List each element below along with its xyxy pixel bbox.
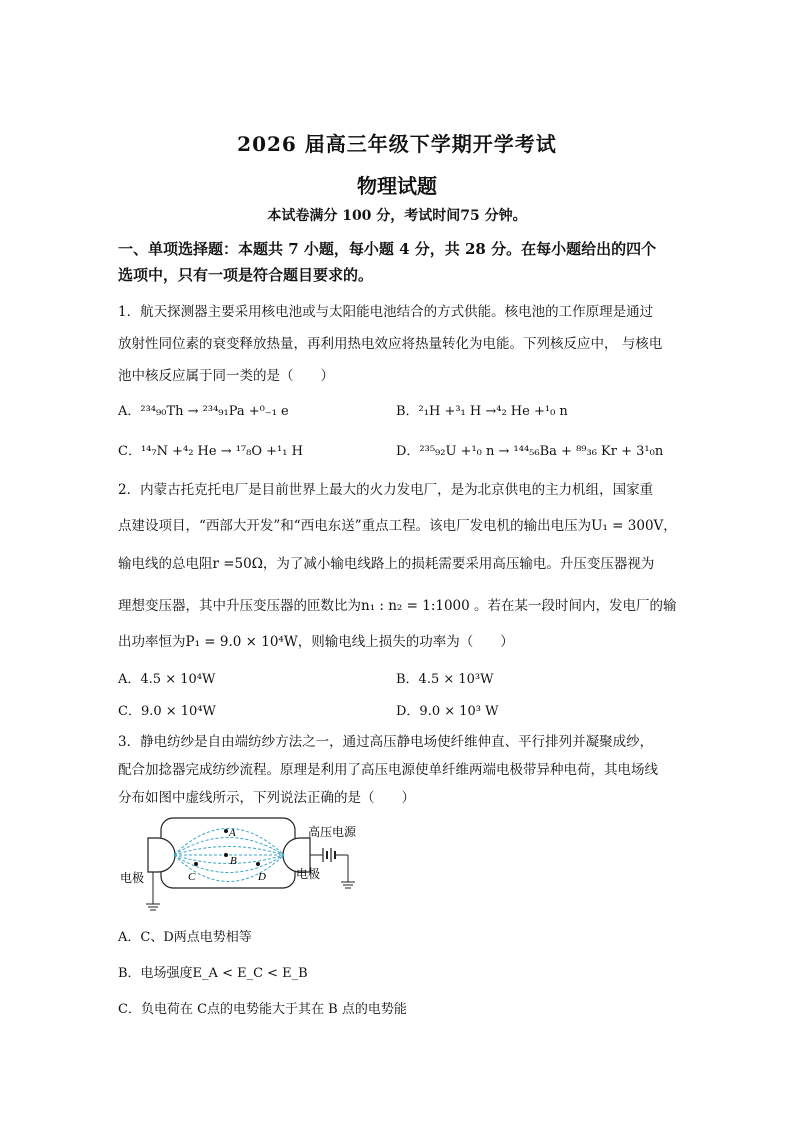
point-c-dot (194, 862, 198, 866)
q2-line-4: 理想变压器，其中升压变压器的匝数比为n₁ : n₂ = 1:1000 。若在某一段时间内，发电厂的输 (118, 598, 677, 614)
q1-option-b: B．²₁H +³₁ H →⁴₂ He +¹₀ n (396, 404, 568, 419)
left-electrode-label: 电极 (120, 871, 145, 885)
exam-title: 2026 届高三年级下学期开学考试 (237, 132, 557, 156)
q1-option-a: A．²³⁴₉₀Th → ²³⁴₉₁Pa +⁰₋₁ e (118, 404, 289, 419)
q1-option-d: D．²³⁵₉₂U +¹₀ n → ¹⁴⁴₅₆Ba + ⁸⁹₃₆ Kr + 3¹₀n (396, 444, 664, 459)
point-c-label: C (188, 871, 196, 883)
section-heading-line1: 一、单项选择题：本题共 7 小题，每小题 4 分，共 28 分。在每小题给出的四个 (118, 240, 657, 258)
subject-title: 物理试题 (357, 174, 437, 198)
q1-line-2: 放射性同位素的衰变释放热量，再利用热电效应将热量转化为电能。下列核反应中， 与核电 (118, 336, 663, 352)
section-heading-line2: 选项中，只有一项是符合题目要求的。 (118, 266, 374, 284)
q1-line-1: 1．航天探测器主要采用核电池或与太阳能电池结合的方式供能。核电池的工作原理是通过 (118, 304, 654, 320)
q2-option-d: D．9.0 × 10³ W (396, 704, 499, 719)
q2-line-5: 出功率恒为P₁ = 9.0 × 10⁴W，则输电线上损失的功率为（ ） (118, 634, 514, 650)
left-electrode (148, 838, 175, 872)
point-d-dot (256, 862, 260, 866)
electric-field-diagram (118, 812, 368, 912)
q3-line-1: 3．静电纺纱是自由端纺纱方法之一，通过高压静电场使纤维伸直、平行排列并凝聚成纱， (118, 734, 654, 750)
right-electrode-label: 电极 (296, 867, 321, 881)
point-b-dot (224, 853, 228, 857)
q3-option-b: B．电场强度E_A < E_C < E_B (118, 966, 308, 981)
point-d-label: D (258, 871, 266, 883)
q1-line-3: 池中核反应属于同一类的是（ ） (118, 368, 334, 384)
q3-line-3: 分布如图中虚线所示，下列说法正确的是（ ） (118, 790, 415, 806)
point-a-dot (224, 829, 228, 833)
q2-line-3: 输电线的总电阻r =50Ω，为了减小输电线路上的损耗需要采用高压输电。升压变压器视为 (118, 556, 655, 572)
q3-option-c: C．负电荷在 C点的电势能大于其在 B 点的电势能 (118, 1002, 407, 1017)
q2-line-2: 点建设项目，“西部大开发”和“西电东送”重点工程。该电厂发电机的输出电压为U₁ = 300V， (118, 518, 677, 534)
q2-option-a: A．4.5 × 10⁴W (118, 672, 216, 687)
point-b-label: B (230, 855, 237, 867)
q1-option-c: C．¹⁴₇N +⁴₂ He → ¹⁷₈O +¹₁ H (118, 444, 303, 459)
q2-line-1: 2．内蒙古托克托电厂是目前世界上最大的火力发电厂，是为北京供电的主力机组，国家重 (118, 482, 654, 498)
q2-option-c: C．9.0 × 10⁴W (118, 704, 216, 719)
q3-line-2: 配合加捻器完成纺纱流程。原理是利用了高压电源使单纤维两端电极带异种电荷，其电场线 (118, 762, 658, 778)
exam-note: 本试卷满分 100 分，考试时间75 分钟。 (267, 208, 527, 224)
power-supply-label: 高压电源 (308, 825, 357, 839)
q2-option-b: B．4.5 × 10³W (396, 672, 494, 687)
point-a-label: A (229, 827, 236, 839)
q3-option-a: A．C、D两点电势相等 (118, 930, 252, 945)
